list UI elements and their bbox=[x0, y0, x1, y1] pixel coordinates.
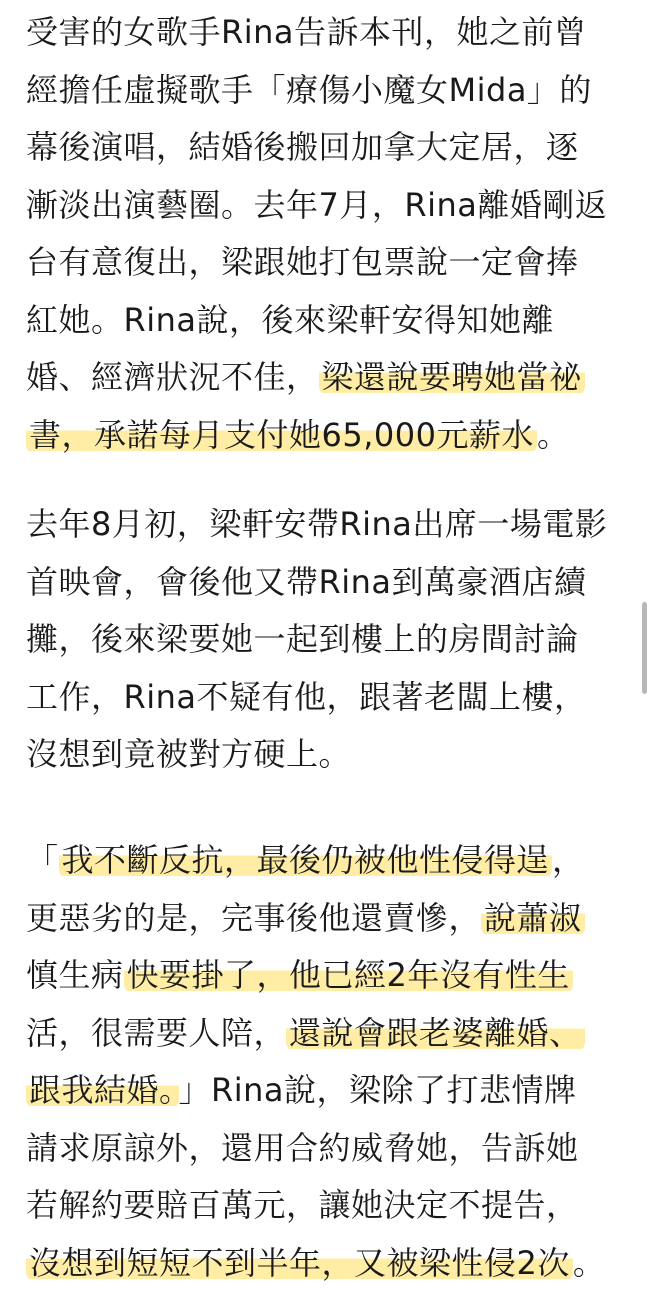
text-line bbox=[26, 611, 607, 669]
line-text: 更惡劣的是，完事後他還賣慘， bbox=[26, 899, 481, 937]
text-line bbox=[26, 119, 607, 177]
line-text: 紅她。Rina說，後來梁軒安得知她離 bbox=[26, 301, 554, 339]
line-text: 「 bbox=[26, 841, 59, 879]
line-text: 首映會，會後他又帶Rina到萬豪酒店續 bbox=[26, 563, 587, 601]
text-line bbox=[26, 669, 607, 727]
text-line bbox=[26, 62, 607, 120]
text-line bbox=[26, 177, 607, 235]
highlighted-text: 梁還說要聘她當祕 bbox=[319, 358, 585, 396]
line-text: 攤，後來梁要她一起到樓上的房間討論 bbox=[26, 620, 579, 658]
text-line bbox=[26, 890, 605, 948]
text-line bbox=[26, 726, 607, 784]
text-line bbox=[26, 1235, 605, 1292]
line-text: 。 bbox=[537, 416, 570, 454]
text-line bbox=[26, 292, 607, 350]
text-line bbox=[26, 554, 607, 612]
line-text: 台有意復出，梁跟她打包票說一定會捧 bbox=[26, 243, 579, 281]
line-text: ， bbox=[552, 841, 585, 879]
highlighted-text: 還說會跟老婆離婚、 bbox=[286, 1014, 585, 1052]
line-text: 經擔任虛擬歌手「療傷小魔女Mida」的 bbox=[26, 71, 592, 109]
text-line bbox=[26, 1177, 605, 1235]
text-line bbox=[26, 1120, 605, 1178]
highlighted-text: 說蕭淑 bbox=[481, 899, 585, 937]
paragraph-2 bbox=[26, 496, 607, 784]
scrollbar-thumb[interactable] bbox=[642, 602, 647, 694]
highlighted-text: 沒想到短短不到半年，又被梁性侵2次 bbox=[26, 1244, 573, 1282]
line-text: 漸淡出演藝圈。去年7月，Rina離婚剛返 bbox=[26, 186, 607, 224]
line-text: 慎生病 bbox=[26, 956, 124, 994]
highlighted-text: 跟我結婚。 bbox=[26, 1071, 179, 1109]
text-line bbox=[26, 234, 607, 292]
line-text: 活，很需要人陪， bbox=[26, 1014, 286, 1052]
line-text: 幕後演唱，結婚後搬回加拿大定居，逐 bbox=[26, 128, 579, 166]
line-text: 沒想到竟被對方硬上。 bbox=[26, 735, 351, 773]
text-line bbox=[26, 4, 607, 62]
text-line bbox=[26, 1005, 605, 1063]
line-text: 請求原諒外，還用合約威脅她，告訴她 bbox=[26, 1129, 579, 1167]
highlighted-text: 書，承諾每月支付她65,000元薪水 bbox=[26, 416, 537, 454]
line-text: 若解約要賠百萬元，讓她決定不提告， bbox=[26, 1186, 579, 1224]
highlighted-text: 我不斷反抗，最後仍被他性侵得逞 bbox=[59, 841, 553, 879]
text-line bbox=[26, 496, 607, 554]
line-text: 婚、經濟狀況不佳， bbox=[26, 358, 319, 396]
line-text: 去年8月初，梁軒安帶Rina出席一場電影 bbox=[26, 505, 607, 543]
paragraph-1 bbox=[26, 4, 607, 464]
text-line bbox=[26, 407, 607, 465]
text-line bbox=[26, 947, 605, 1005]
line-text: 工作，Rina不疑有他，跟著老闆上樓， bbox=[26, 678, 587, 716]
line-text: 受害的女歌手Rina告訴本刊，她之前曾 bbox=[26, 13, 587, 51]
paragraph-3 bbox=[26, 832, 605, 1292]
text-line bbox=[26, 1062, 605, 1120]
text-line bbox=[26, 349, 607, 407]
text-line bbox=[26, 832, 605, 890]
line-text: 。 bbox=[573, 1244, 606, 1282]
line-text: 」Rina說，梁除了打悲情牌 bbox=[179, 1071, 577, 1109]
highlighted-text: 快要掛了，他已經2年沒有性生 bbox=[124, 956, 573, 994]
